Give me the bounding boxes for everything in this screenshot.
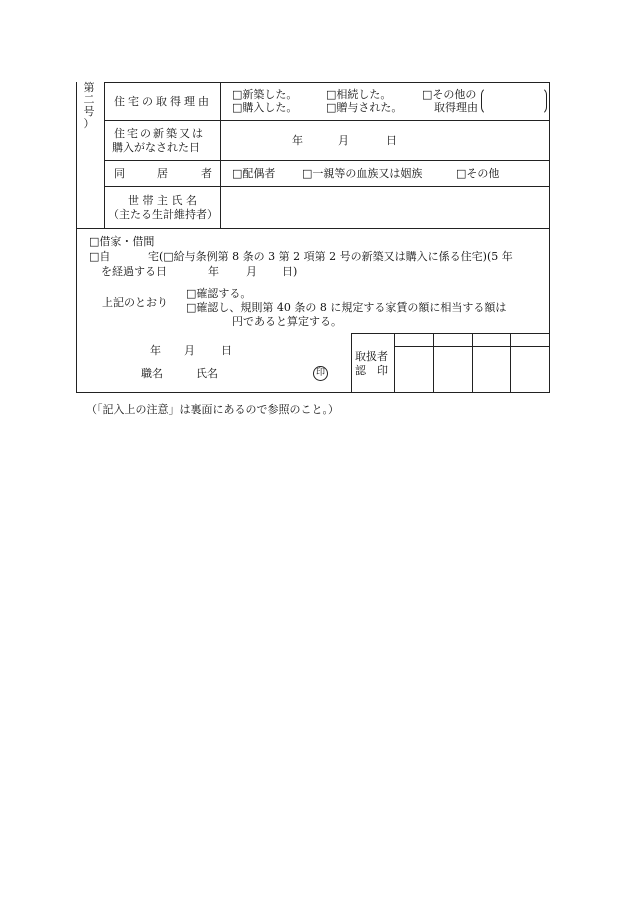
rent-checkbox[interactable]: □借家・借間 — [89, 235, 155, 248]
reason-new-checkbox[interactable]: □新築した。 — [232, 88, 298, 101]
date-label-line2: 購入がなされた日 — [112, 141, 200, 154]
stamp-grid-col-4 — [510, 333, 511, 393]
post-label: 職名 — [141, 367, 163, 380]
cohabit-other-checkbox[interactable]: □その他 — [456, 167, 500, 180]
stamp-grid-top — [351, 333, 550, 334]
stamp-grid-col-3 — [472, 333, 473, 393]
cohabit-spouse-checkbox[interactable]: □配偶者 — [232, 167, 276, 180]
reason-gift-checkbox[interactable]: □贈与された。 — [326, 101, 403, 114]
seal-mark: 印 — [313, 366, 328, 381]
table-outer-left-border — [76, 82, 77, 393]
reason-label: 住宅の取得理由 — [114, 95, 212, 108]
calc-amount-text: 円であると算定する。 — [232, 315, 342, 328]
own-home-deadline-day: 日) — [282, 265, 298, 278]
row-divider-1 — [104, 120, 550, 121]
cohabit-label-3: 者 — [201, 167, 212, 180]
handler-label-line2: 認 印 — [355, 364, 388, 377]
reason-other-label: 取得理由 — [434, 101, 478, 114]
stamp-grid-col-1 — [394, 333, 395, 393]
cohabit-label-2: 居 — [157, 167, 168, 180]
reason-buy-checkbox[interactable]: □購入した。 — [232, 101, 298, 114]
date-day: 日 — [386, 134, 397, 147]
as-above-label: 上記のとおり — [102, 296, 168, 309]
date-year: 年 — [292, 134, 303, 147]
head-label-line1: 世 帯 主 氏 名 — [128, 194, 197, 207]
date-month: 月 — [338, 134, 349, 147]
handler-label-line1: 取扱者 — [355, 350, 388, 363]
side-char-3: 号 — [83, 105, 95, 118]
stamp-grid-col-2 — [433, 333, 434, 393]
side-char-2: 二 — [83, 93, 95, 106]
date-label-line1: 住宅の新築又は — [114, 127, 205, 140]
label-column-divider — [220, 82, 221, 228]
confirm-date-day: 日 — [221, 344, 232, 357]
own-home-checkbox[interactable]: □自 — [89, 250, 111, 263]
table-left-inner-border — [104, 82, 105, 228]
table-bottom-border — [76, 392, 550, 393]
footnote: （「記入上の注意」は裏面にあるので参照のこと。） — [86, 403, 339, 416]
row-divider-2 — [104, 160, 550, 161]
form-number-vertical-label — [82, 82, 96, 130]
table-top-border — [104, 82, 550, 83]
side-char-4: ） — [83, 117, 95, 130]
reason-inherit-checkbox[interactable]: □相続した。 — [326, 88, 392, 101]
own-home-deadline-label: を経過する日 — [101, 265, 167, 278]
stamp-grid-left — [351, 333, 352, 393]
reason-other-checkbox[interactable]: □その他の — [422, 88, 477, 101]
own-home-deadline-month: 月 — [246, 265, 257, 278]
head-label-line2: （主たる生計維持者） — [108, 208, 218, 221]
confirm-calc-checkbox[interactable]: □確認し、規則第 40 条の 8 に規定する家賃の額に相当する額は — [186, 301, 507, 314]
other-reason-input[interactable] — [481, 87, 547, 115]
cohabit-relative-checkbox[interactable]: □一親等の血族又は姻族 — [302, 167, 423, 180]
confirm-date-year: 年 — [150, 344, 161, 357]
side-char-1: 第 — [83, 81, 95, 94]
table-upper-bottom — [76, 228, 550, 229]
confirm-date-month: 月 — [184, 344, 195, 357]
name-label: 氏名 — [196, 367, 218, 380]
confirm-checkbox[interactable]: □確認する。 — [186, 287, 252, 300]
cohabit-label-1: 同 — [114, 167, 125, 180]
own-home-deadline-year: 年 — [208, 265, 219, 278]
row-divider-3 — [104, 186, 550, 187]
own-home-detail: 宅(□給与条例第 8 条の 3 第 2 項第 2 号の新築又は購入に係る住宅)(5 年 — [148, 250, 513, 263]
